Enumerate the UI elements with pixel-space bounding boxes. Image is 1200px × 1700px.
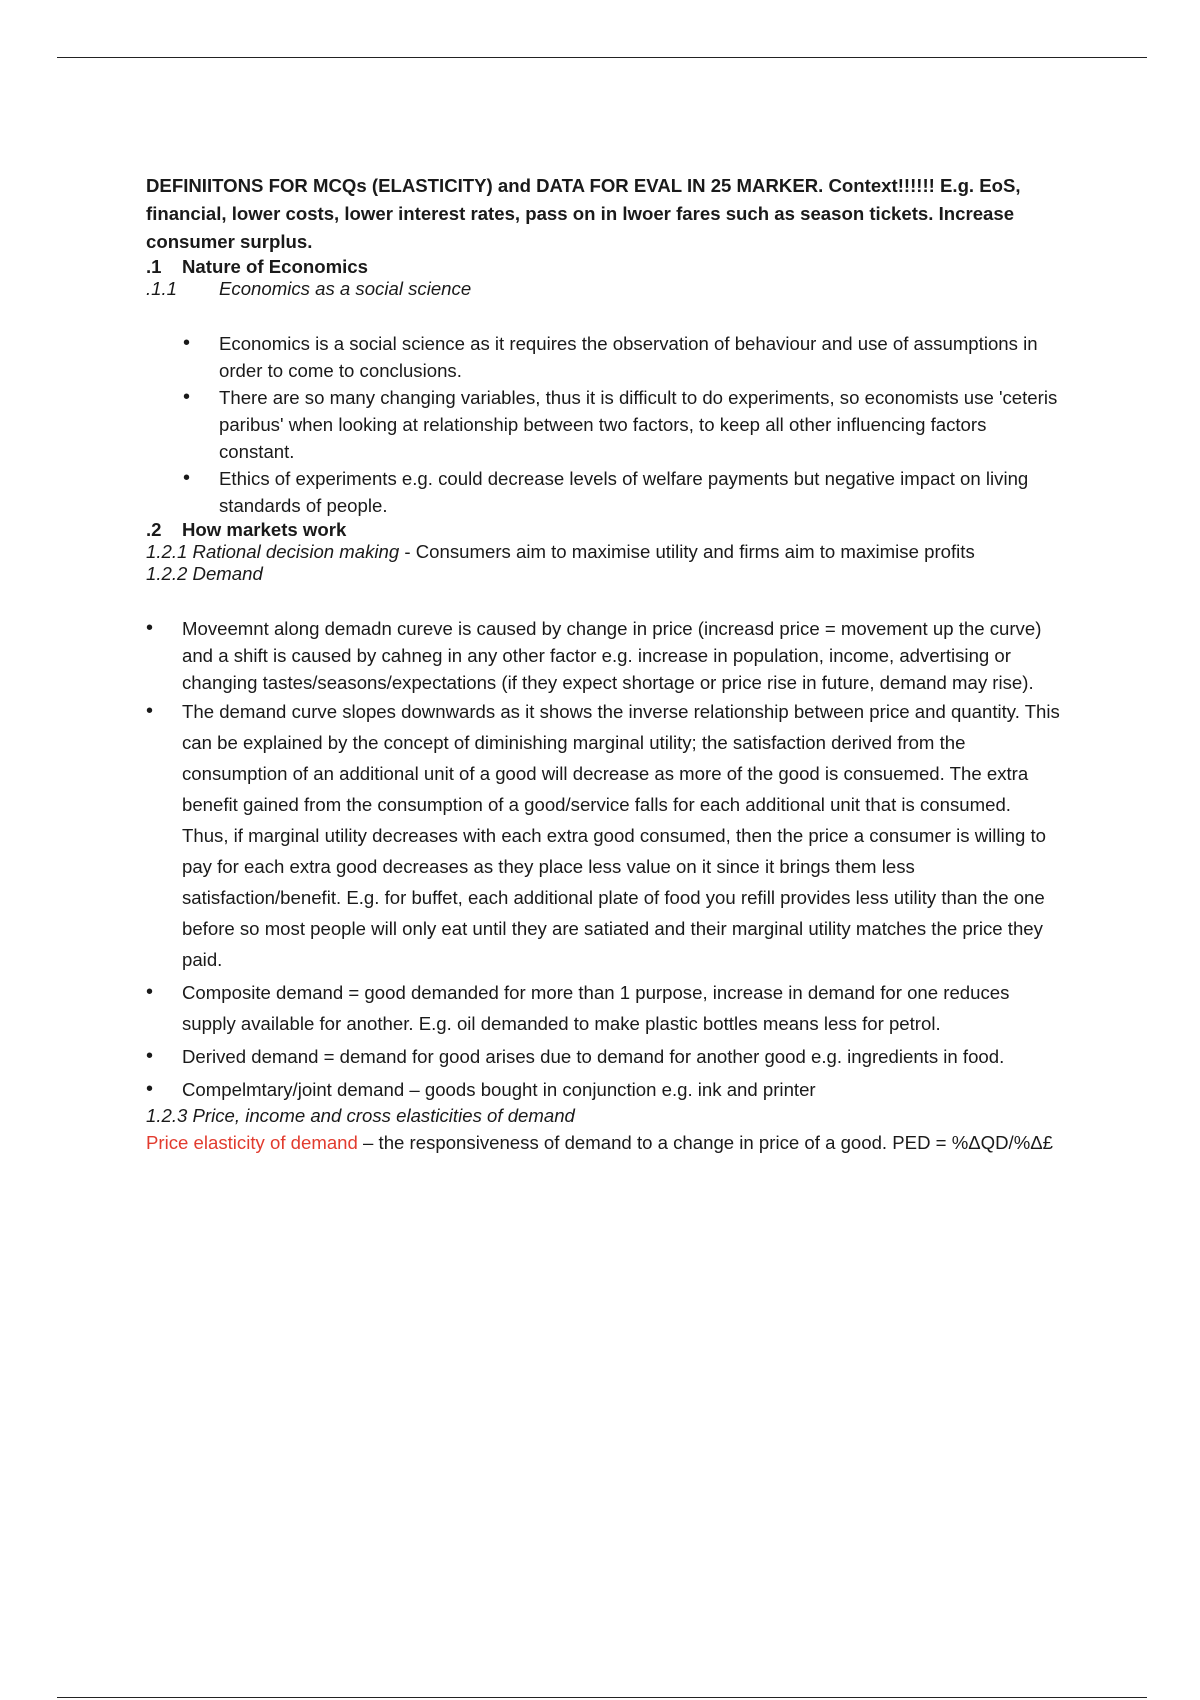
social-science-list [146, 330, 1061, 519]
list-item: • Economics is a social science as it requires the observation of behaviour and use of assumptions in order to come to conclusions. [219, 330, 1061, 384]
list-item: • There are so many changing variables, thus it is difficult to do experiments, so economists use 'ceteris paribus' when looking at relationship between two factors, to keep all other influencing factors constant. [219, 384, 1061, 465]
rational-decision-paragraph [146, 541, 1061, 563]
list-item: • Composite demand = good demanded for more than 1 purpose, increase in demand for one reduces supply available for another. E.g. oil demanded to make plastic bottles means less for petrol. [182, 977, 1061, 1039]
subsection-number: .1.1 [146, 278, 178, 299]
list-item: • Moveemnt along demadn cureve is caused by change in price (increasd price = movement up the curve) and a shift is caused by cahneg in any other factor e.g. increase in population, income, advertising or changing tastes/seasons/expectations (if they expect shortage or price rise in future, demand may rise). [182, 615, 1061, 696]
document-body [146, 172, 1061, 1158]
rational-decision-label: 1.2.1 Rational decision making [146, 541, 400, 562]
ped-definition: – the responsiveness of demand to a change in price of a good. PED = %ΔQD/%Δ£ [357, 1132, 1053, 1153]
elasticities-heading: 1.2.3 Price, income and cross elasticities of demand [146, 1105, 575, 1126]
subsection-title: Economics as a social science [219, 278, 472, 299]
intro-paragraph: DEFINIITONS FOR MCQs (ELASTICITY) and DATA FOR EVAL IN 25 MARKER. Context!!!!!! E.g. EoS, financial, lower costs, lower interest rates, pass on in lwoer fares such as season tickets. Increase consumer surplus. [146, 175, 1021, 252]
demand-label: 1.2.2 Demand [146, 563, 263, 584]
demand-heading [146, 563, 1061, 585]
footer-rule [57, 1697, 1147, 1698]
list-item: • Compelmtary/joint demand – goods bought in conjunction e.g. ink and printer [182, 1074, 1061, 1105]
section-title: Nature of Economics [182, 256, 368, 277]
section-title: How markets work [182, 519, 347, 540]
list-item: • Ethics of experiments e.g. could decrease levels of welfare payments but negative impact on living standards of people. [219, 465, 1061, 519]
rational-decision-text: - Consumers aim to maximise utility and firms aim to maximise profits [399, 541, 975, 562]
list-item: • Derived demand = demand for good arises due to demand for another good e.g. ingredients in food. [182, 1041, 1061, 1072]
section-heading-how-markets-work [146, 519, 1061, 541]
subsection-heading-social-science [146, 278, 1061, 300]
demand-list [146, 615, 1061, 1105]
section-number: .1 [146, 256, 162, 277]
ped-term: Price elasticity of demand [146, 1132, 358, 1153]
header-rule [57, 57, 1147, 58]
list-item: • The demand curve slopes downwards as it shows the inverse relationship between price and quantity. This can be explained by the concept of diminishing marginal utility; the satisfaction derived from the consumption of an additional unit of a good will decrease as more of the good is consuemed. The extra benefit gained from the consumption of a good/service falls for each additional unit that is consumed. Thus, if marginal utility decreases with each extra good consumed, then the price a consumer is willing to pay for each extra good decreases as they place less value on it since it brings them less satisfaction/benefit. E.g. for buffet, each additional plate of food you refill provides less utility than the one before so most people will only eat until they are satiated and their marginal utility matches the price they paid. [182, 696, 1061, 975]
section-number: .2 [146, 519, 162, 540]
section-heading-nature-of-economics [146, 256, 1061, 278]
ped-definition-paragraph [146, 1127, 1061, 1158]
